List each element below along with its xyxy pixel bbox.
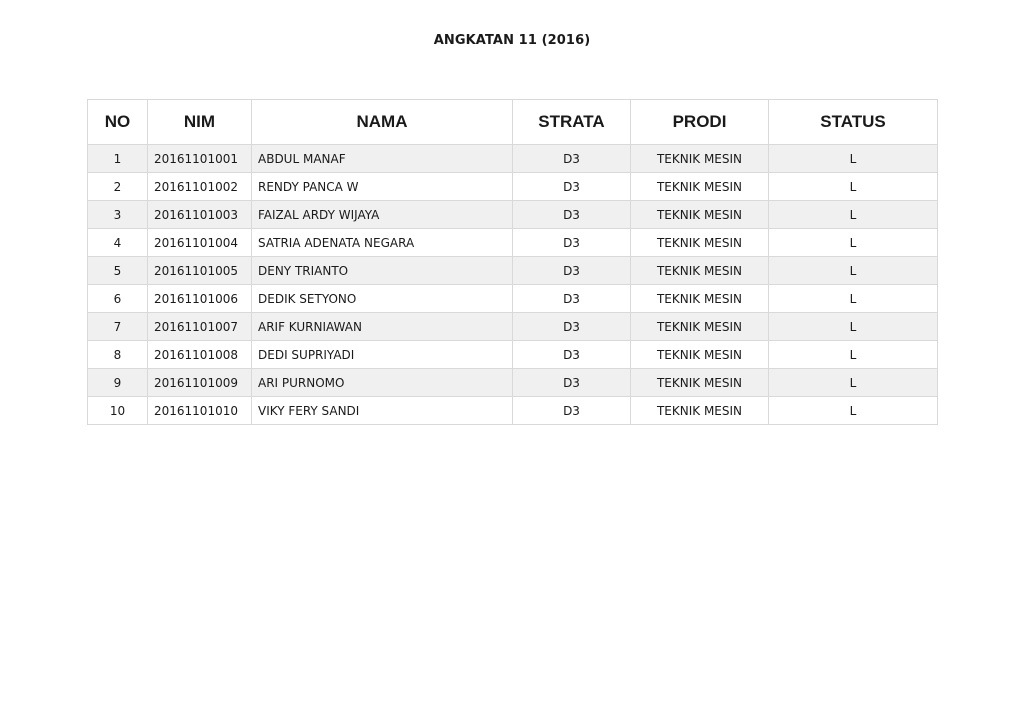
cell-status: L <box>769 285 938 313</box>
cell-status: L <box>769 257 938 285</box>
cell-strata: D3 <box>513 341 631 369</box>
cell-nama: DENY TRIANTO <box>252 257 513 285</box>
cell-strata: D3 <box>513 229 631 257</box>
cell-prodi: TEKNIK MESIN <box>631 341 769 369</box>
cell-nim: 20161101004 <box>148 229 252 257</box>
cell-no: 10 <box>88 397 148 425</box>
cell-no: 5 <box>88 257 148 285</box>
cell-strata: D3 <box>513 369 631 397</box>
cell-nim: 20161101009 <box>148 369 252 397</box>
cell-strata: D3 <box>513 257 631 285</box>
table-row <box>88 313 938 341</box>
cell-strata: D3 <box>513 397 631 425</box>
column-header-strata: STRATA <box>513 100 631 145</box>
cell-prodi: TEKNIK MESIN <box>631 145 769 173</box>
cell-status: L <box>769 341 938 369</box>
cell-status: L <box>769 229 938 257</box>
table-row <box>88 229 938 257</box>
cell-nim: 20161101007 <box>148 313 252 341</box>
student-table <box>87 99 938 425</box>
cell-strata: D3 <box>513 173 631 201</box>
cell-nim: 20161101008 <box>148 341 252 369</box>
cell-nim: 20161101010 <box>148 397 252 425</box>
cell-nama: RENDY PANCA W <box>252 173 513 201</box>
cell-no: 2 <box>88 173 148 201</box>
cell-nim: 20161101002 <box>148 173 252 201</box>
cell-strata: D3 <box>513 201 631 229</box>
cell-nama: ABDUL MANAF <box>252 145 513 173</box>
cell-nama: ARI PURNOMO <box>252 369 513 397</box>
column-header-prodi: PRODI <box>631 100 769 145</box>
table-row <box>88 201 938 229</box>
cell-no: 9 <box>88 369 148 397</box>
cell-status: L <box>769 201 938 229</box>
column-header-status: STATUS <box>769 100 938 145</box>
page-title: ANGKATAN 11 (2016) <box>433 33 591 48</box>
cell-prodi: TEKNIK MESIN <box>631 173 769 201</box>
table-header <box>88 100 938 145</box>
table-row <box>88 397 938 425</box>
cell-nama: DEDIK SETYONO <box>252 285 513 313</box>
cell-prodi: TEKNIK MESIN <box>631 369 769 397</box>
cell-strata: D3 <box>513 285 631 313</box>
table-row <box>88 145 938 173</box>
cell-status: L <box>769 173 938 201</box>
cell-no: 8 <box>88 341 148 369</box>
table-body <box>88 145 938 425</box>
cell-nim: 20161101006 <box>148 285 252 313</box>
table-row <box>88 341 938 369</box>
cell-no: 7 <box>88 313 148 341</box>
cell-nim: 20161101005 <box>148 257 252 285</box>
header-row <box>88 100 938 145</box>
cell-prodi: TEKNIK MESIN <box>631 229 769 257</box>
table-row <box>88 285 938 313</box>
cell-nim: 20161101001 <box>148 145 252 173</box>
column-header-no: NO <box>88 100 148 145</box>
cell-prodi: TEKNIK MESIN <box>631 201 769 229</box>
cell-no: 6 <box>88 285 148 313</box>
cell-status: L <box>769 369 938 397</box>
cell-nim: 20161101003 <box>148 201 252 229</box>
column-header-nama: NAMA <box>252 100 513 145</box>
cell-strata: D3 <box>513 313 631 341</box>
cell-status: L <box>769 145 938 173</box>
table-row <box>88 257 938 285</box>
cell-nama: SATRIA ADENATA NEGARA <box>252 229 513 257</box>
column-header-nim: NIM <box>148 100 252 145</box>
cell-nama: FAIZAL ARDY WIJAYA <box>252 201 513 229</box>
cell-prodi: TEKNIK MESIN <box>631 313 769 341</box>
table-row <box>88 369 938 397</box>
table-row <box>88 173 938 201</box>
cell-no: 4 <box>88 229 148 257</box>
cell-nama: VIKY FERY SANDI <box>252 397 513 425</box>
cell-status: L <box>769 313 938 341</box>
cell-prodi: TEKNIK MESIN <box>631 285 769 313</box>
cell-status: L <box>769 397 938 425</box>
cell-strata: D3 <box>513 145 631 173</box>
cell-no: 1 <box>88 145 148 173</box>
cell-prodi: TEKNIK MESIN <box>631 257 769 285</box>
cell-prodi: TEKNIK MESIN <box>631 397 769 425</box>
cell-no: 3 <box>88 201 148 229</box>
cell-nama: DEDI SUPRIYADI <box>252 341 513 369</box>
cell-nama: ARIF KURNIAWAN <box>252 313 513 341</box>
